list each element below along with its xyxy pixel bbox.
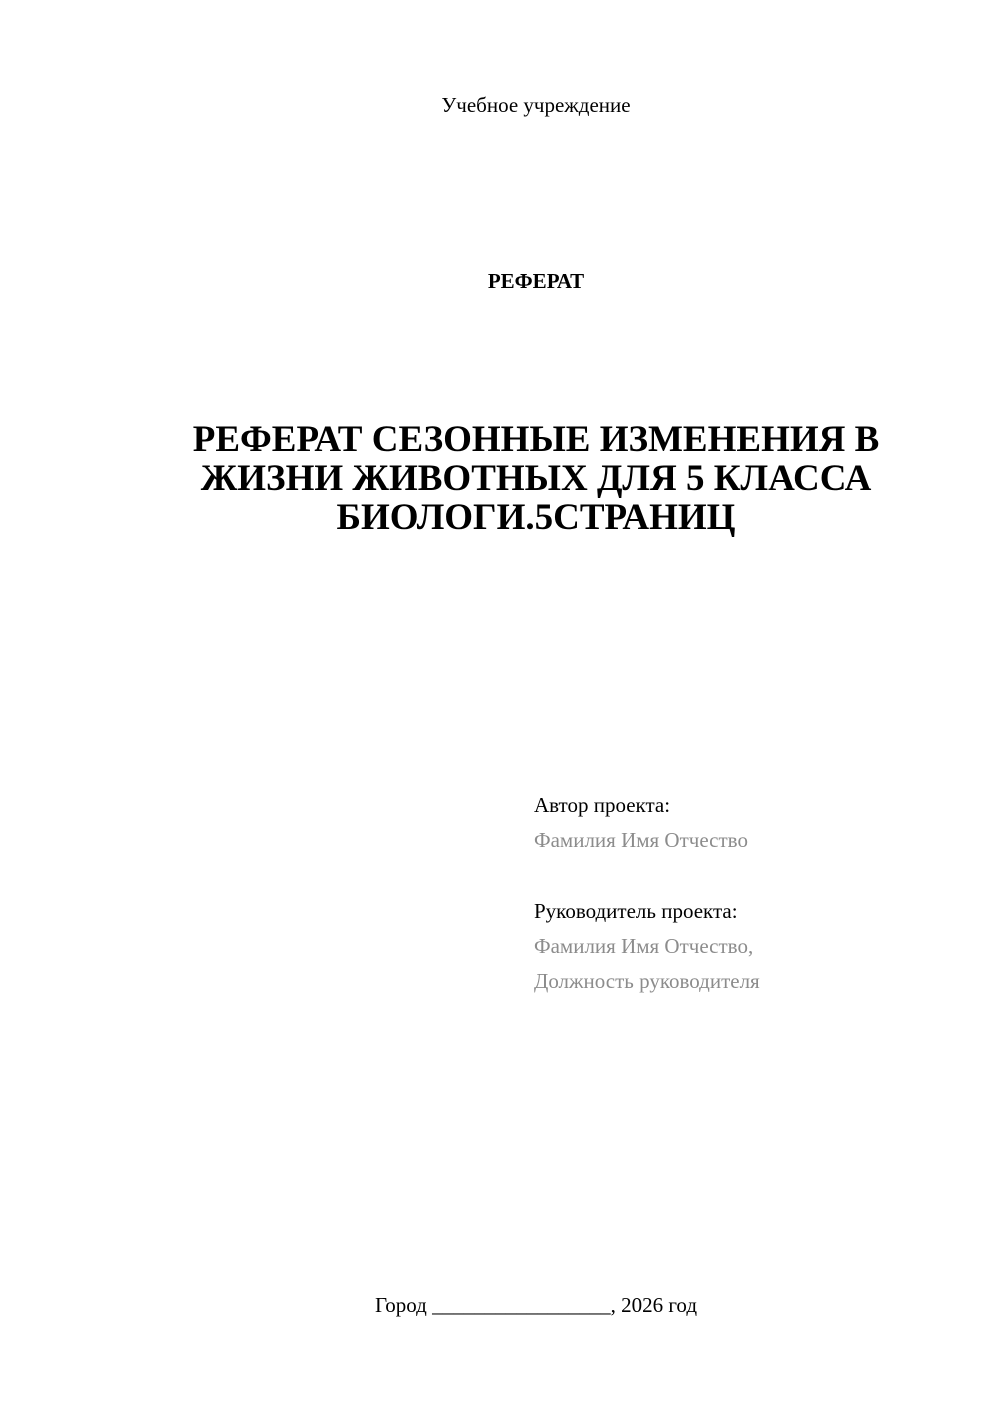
author-label: Автор проекта: [534,793,671,817]
supervisor-name: Фамилия Имя Отчество, [534,934,754,958]
project-info [534,788,974,999]
title-line-2: ЖИЗНИ ЖИВОТНЫХ ДЛЯ 5 КЛАССА [200,458,872,499]
title-line-3: БИОЛОГИ.5СТРАНИЦ [336,497,736,538]
document-type: РЕФЕРАТ [487,269,585,293]
supervisor-label: Руководитель проекта: [534,899,738,923]
supervisor-position: Должность руководителя [534,969,760,993]
info-spacer [534,858,974,894]
city-year-line: Город _________________, 2026 год [374,1293,698,1317]
document-title [160,420,912,537]
author-name: Фамилия Имя Отчество [534,828,748,852]
institution-name: Учебное учреждение [441,93,631,117]
title-line-1: РЕФЕРАТ СЕЗОННЫЕ ИЗМЕНЕНИЯ В [192,419,880,460]
